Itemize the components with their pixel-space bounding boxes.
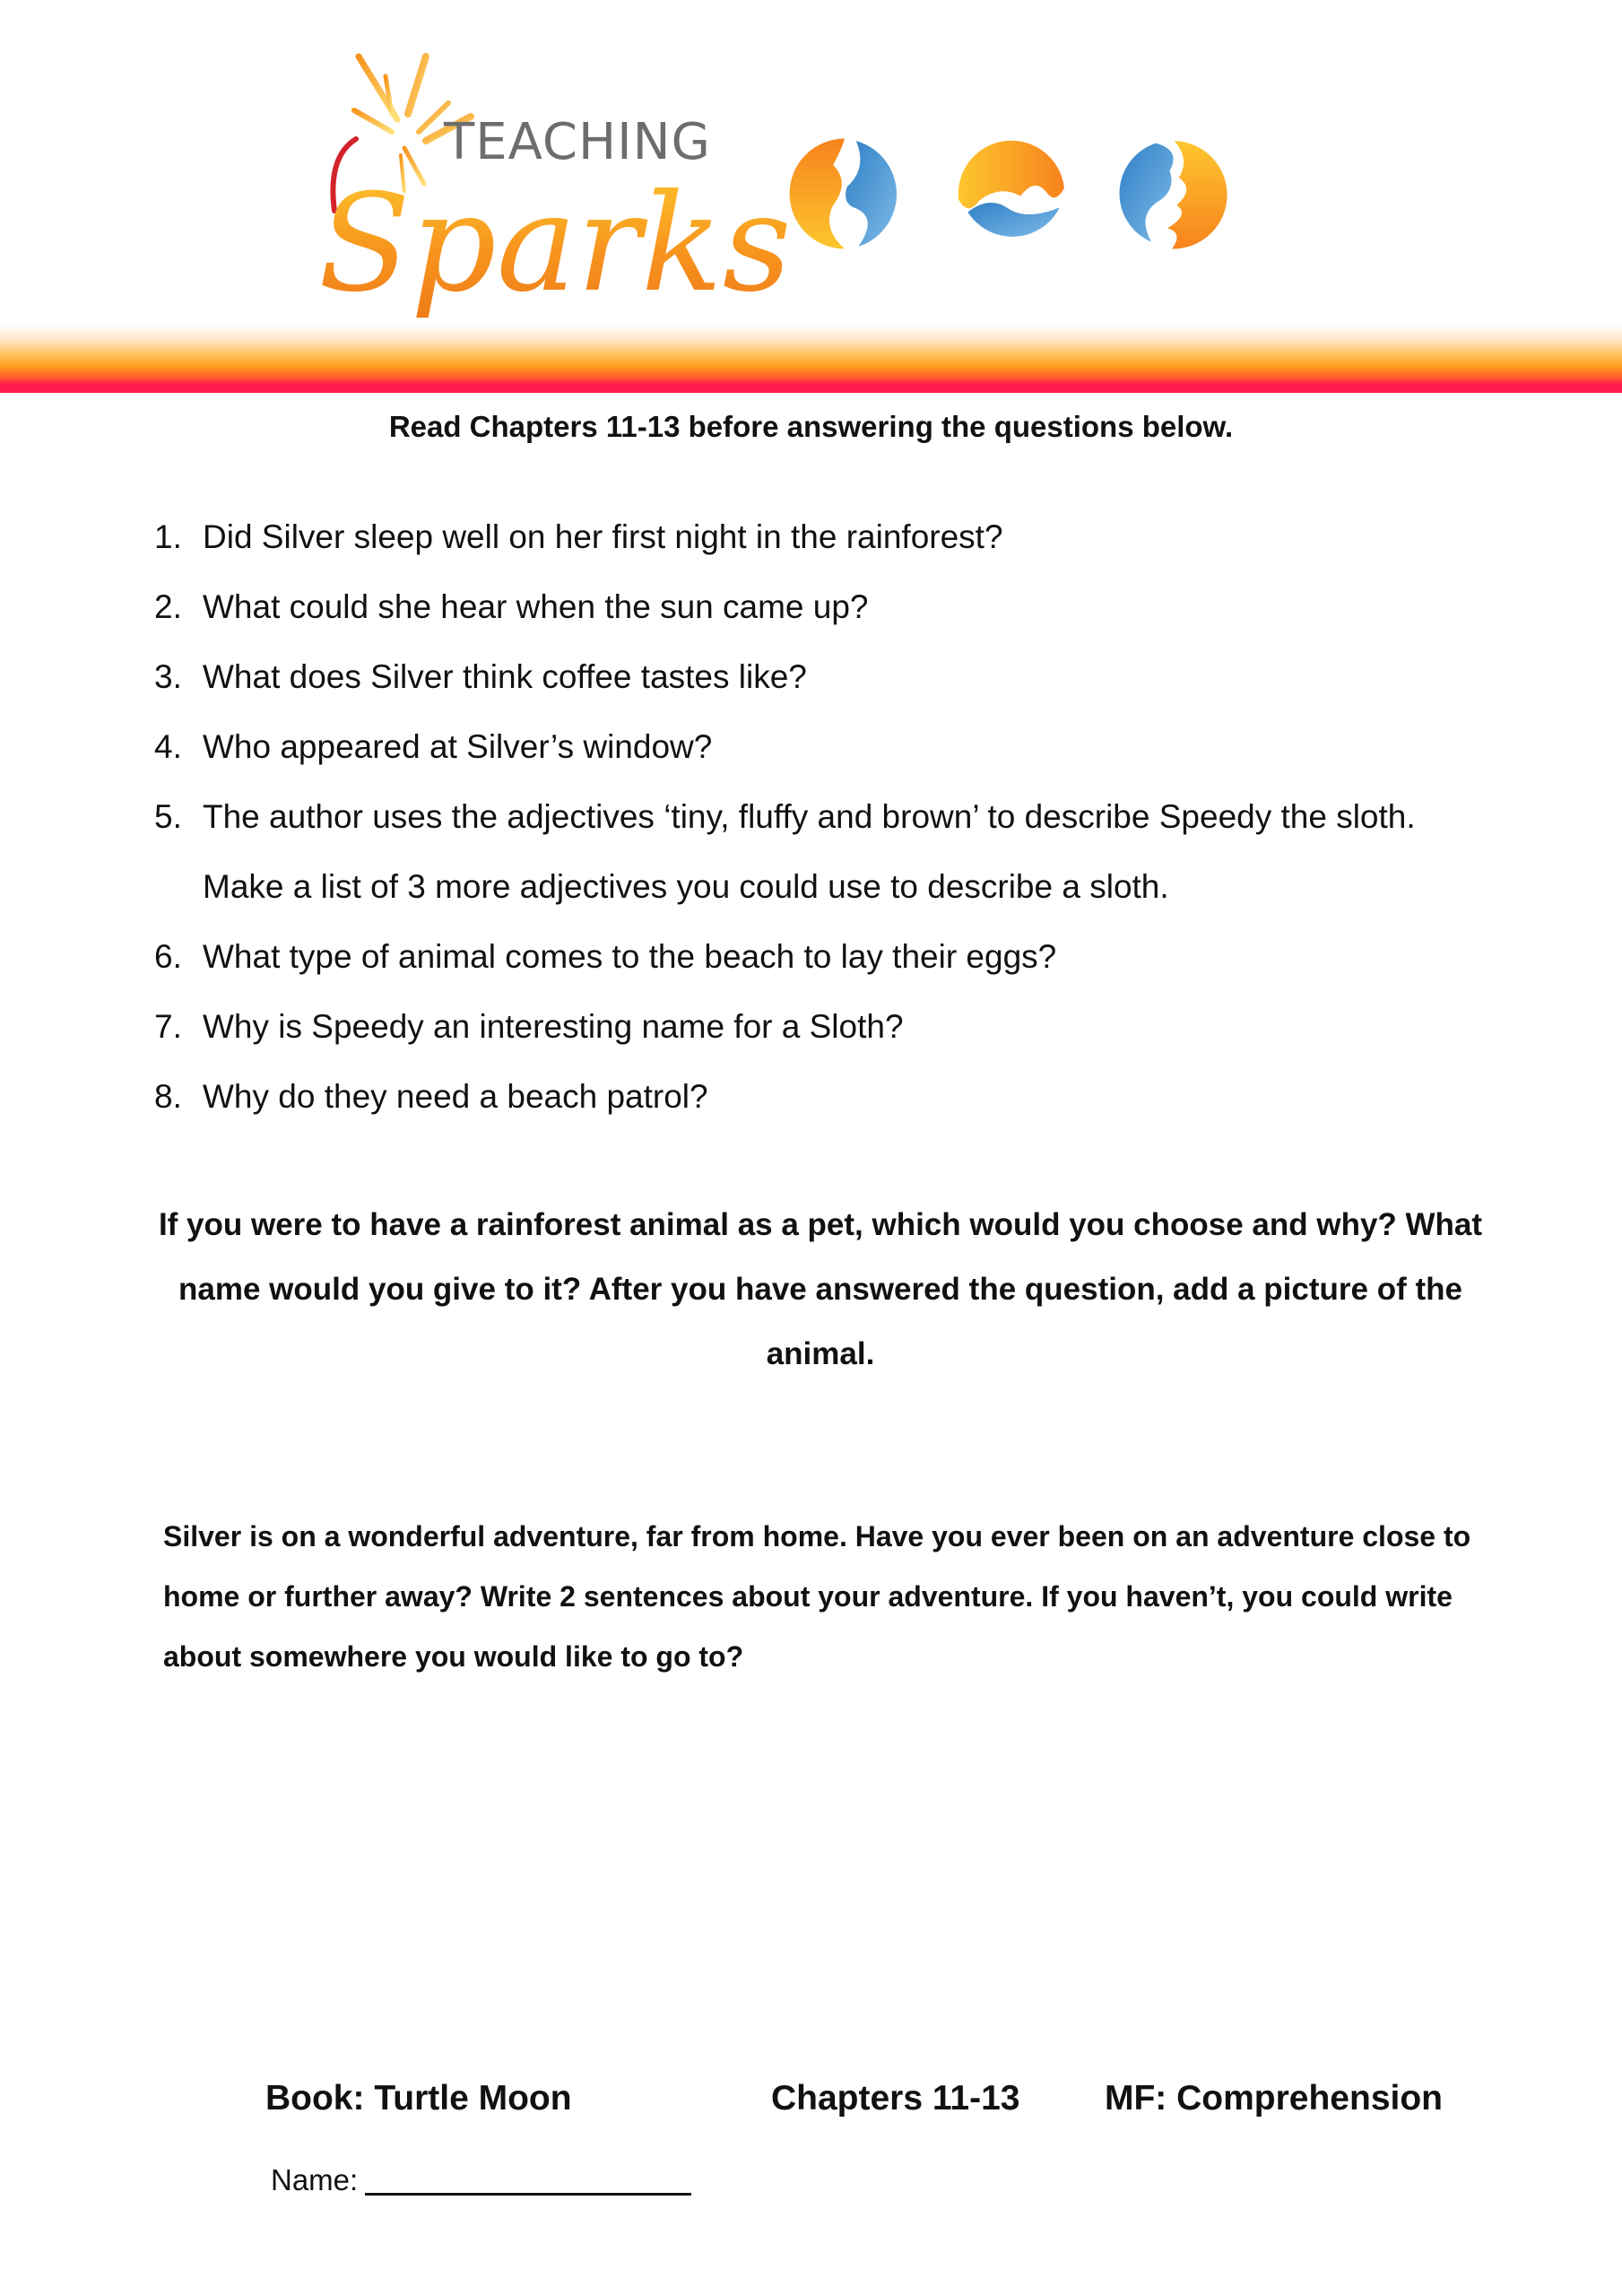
footer-chapters: Chapters 11-13	[771, 2079, 1020, 2118]
fire-water-orb-icon	[787, 136, 902, 251]
question-text: What type of animal comes to the beach to lay their eggs?	[203, 938, 1057, 975]
svg-text:TEACHING: TEACHING	[444, 113, 711, 171]
question-list	[143, 502, 1470, 1132]
name-label: Name:	[271, 2163, 359, 2196]
question-number: 3.	[154, 658, 182, 695]
question-text: Who appeared at Silver’s window?	[203, 728, 713, 765]
question-text: What does Silver think coffee tastes like?	[203, 658, 807, 695]
question-item	[143, 782, 1470, 922]
svg-text:Sparks: Sparks	[318, 166, 792, 322]
question-number: 2.	[154, 588, 182, 625]
question-item	[143, 502, 1470, 572]
name-field[interactable]	[271, 2158, 691, 2203]
question-text: Did Silver sleep well on her first night in the rainforest?	[203, 518, 1003, 555]
adventure-writing-prompt: Silver is on a wonderful adventure, far from home. Have you ever been on an adventure close to home or further away? Write 2 sentences about your adventure. If you haven’t, you could write about somewhere you would like to go to?	[163, 1520, 1471, 1673]
question-number: 6.	[154, 938, 182, 975]
fire-water-orb-icon	[954, 136, 1069, 251]
fire-water-orb-icon	[1110, 136, 1225, 251]
question-number: 7.	[154, 1008, 182, 1045]
question-item	[143, 1062, 1470, 1132]
question-number: 5.	[154, 798, 182, 835]
question-item	[143, 572, 1470, 642]
question-number: 1.	[154, 518, 182, 555]
question-item	[143, 922, 1470, 992]
teaching-sparks-logo	[318, 49, 792, 322]
question-text: Why do they need a beach patrol?	[203, 1078, 708, 1115]
reading-instruction: Read Chapters 11-13 before answering the questions below.	[388, 410, 1234, 443]
question-item	[143, 642, 1470, 712]
footer-book-title: Book: Turtle Moon	[265, 2079, 572, 2118]
question-number: 8.	[154, 1078, 182, 1115]
sparks-logo-icon	[318, 49, 792, 322]
question-item	[143, 992, 1470, 1062]
question-text: What could she hear when the sun came up?	[203, 588, 869, 625]
question-text: The author uses the adjectives ‘tiny, fluffy and brown’ to describe Speedy the sloth. Make a list of 3 more adjectives you could use to describe a sloth.	[203, 798, 1416, 905]
question-item	[143, 712, 1470, 782]
header-gradient-bar	[0, 325, 1622, 393]
name-input-line[interactable]	[365, 2193, 691, 2196]
pet-writing-prompt: If you were to have a rainforest animal as a pet, which would you choose and why? What name would you give to it? After you have answered the question, add a picture of the animal.	[158, 1207, 1483, 1371]
question-number: 4.	[154, 728, 182, 765]
footer-focus: MF: Comprehension	[1105, 2079, 1443, 2118]
question-text: Why is Speedy an interesting name for a Sloth?	[203, 1008, 904, 1045]
